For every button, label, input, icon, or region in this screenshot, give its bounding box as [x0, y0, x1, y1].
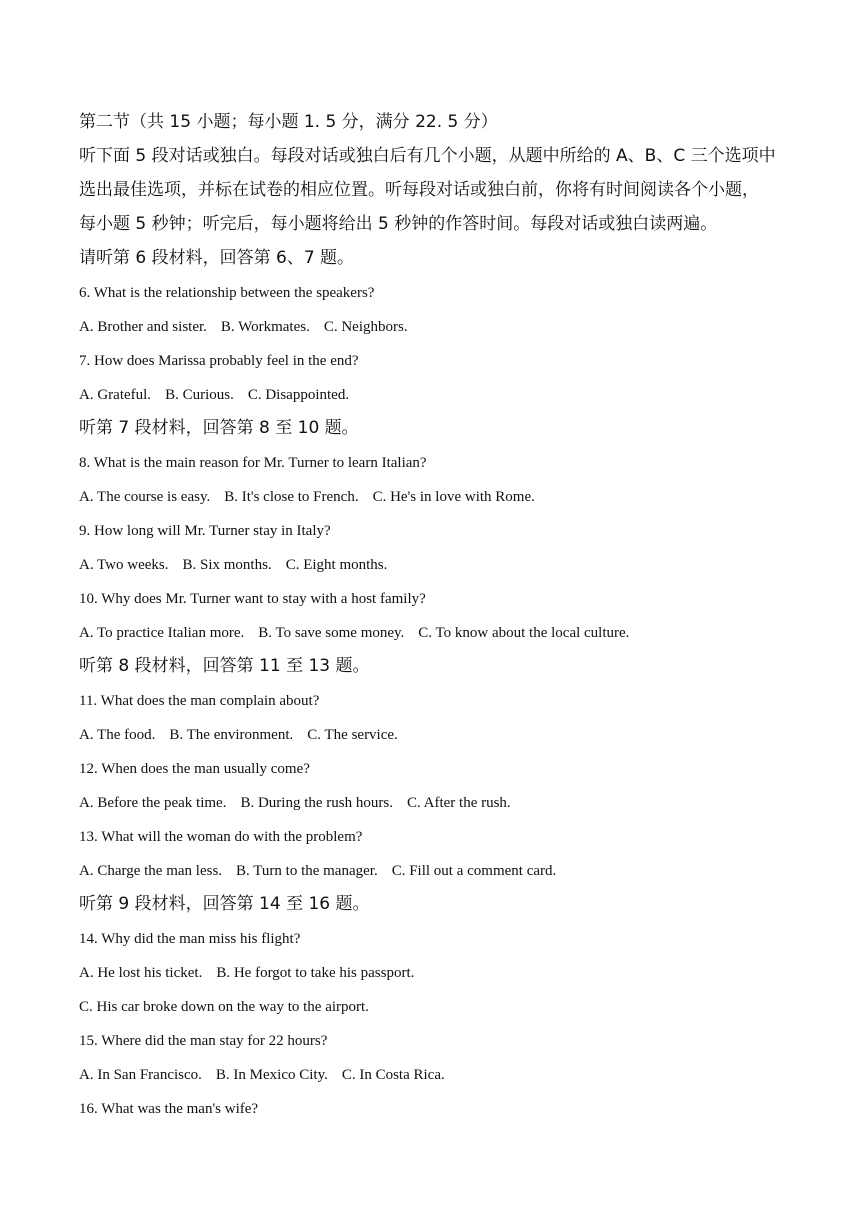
instruction-line: 选出最佳选项，并标在试卷的相应位置。听每段对话或独白前，你将有时间阅读各个小题， [79, 180, 759, 200]
question-text: 13. What will the woman do with the problem? [79, 829, 363, 845]
options-row [79, 312, 799, 346]
answer-option[interactable]: A. Brother and sister. [79, 319, 207, 335]
question-text: 8. What is the main reason for Mr. Turner to learn Italian? [79, 455, 427, 471]
answer-option[interactable]: C. To know about the local culture. [418, 625, 630, 641]
options-row [79, 380, 799, 414]
answer-option[interactable]: C. In Costa Rica. [341, 1067, 445, 1083]
options-row [79, 618, 799, 652]
answer-option[interactable]: B. To save some money. [258, 625, 405, 641]
exam-page [79, 108, 799, 1128]
options-row [79, 958, 799, 992]
instruction-line: 每小题 5 秒钟；听完后，每小题将给出 5 秒钟的作答时间。每段对话或独白读两遍。 [79, 214, 718, 234]
answer-option[interactable]: C. After the rush. [406, 795, 511, 811]
options-row [79, 856, 799, 890]
answer-option[interactable]: C. Neighbors. [323, 319, 408, 335]
group-heading: 听第 7 段材料，回答第 8 至 10 题。 [79, 418, 359, 438]
answer-option[interactable]: B. It's close to French. [224, 489, 359, 505]
options-row [79, 482, 799, 516]
options-row [79, 550, 799, 584]
answer-option[interactable]: B. During the rush hours. [240, 795, 393, 811]
question-group [79, 414, 799, 652]
options-row [79, 720, 799, 754]
question-groups [79, 244, 799, 1128]
options-row [79, 1060, 799, 1094]
group-heading: 听第 9 段材料，回答第 14 至 16 题。 [79, 894, 370, 914]
answer-option[interactable]: B. Curious. [165, 387, 234, 403]
answer-option[interactable]: A. Grateful. [79, 387, 152, 403]
options-row [79, 992, 799, 1026]
question-text: 9. How long will Mr. Turner stay in Italy? [79, 523, 331, 539]
question-text: 7. How does Marissa probably feel in the end? [79, 353, 359, 369]
answer-option[interactable]: A. He lost his ticket. [79, 965, 203, 981]
answer-option[interactable]: C. Disappointed. [247, 387, 350, 403]
section-header: 第二节（共 15 小题；每小题 1. 5 分，满分 22. 5 分） [79, 112, 498, 132]
answer-option[interactable]: C. He's in love with Rome. [372, 489, 535, 505]
question-group [79, 890, 799, 1128]
answer-option[interactable]: B. Six months. [182, 557, 272, 573]
instructions [79, 142, 799, 244]
answer-option[interactable]: B. Workmates. [220, 319, 310, 335]
question-text: 10. Why does Mr. Turner want to stay with a host family? [79, 591, 426, 607]
answer-option[interactable]: B. He forgot to take his passport. [216, 965, 415, 981]
instruction-line: 听下面 5 段对话或独白。每段对话或独白后有几个小题，从题中所给的 A、B、C 三个选项中 [79, 146, 776, 166]
question-text: 11. What does the man complain about? [79, 693, 320, 709]
question-text: 6. What is the relationship between the speakers? [79, 285, 375, 301]
answer-option[interactable]: C. His car broke down on the way to the airport. [79, 999, 369, 1015]
answer-option[interactable]: A. In San Francisco. [79, 1067, 202, 1083]
answer-option[interactable]: A. The food. [79, 727, 156, 743]
answer-option[interactable]: B. Turn to the manager. [236, 863, 378, 879]
question-text: 16. What was the man's wife? [79, 1101, 259, 1117]
question-group [79, 652, 799, 890]
answer-option[interactable]: C. Fill out a comment card. [391, 863, 557, 879]
question-text: 15. Where did the man stay for 22 hours? [79, 1033, 328, 1049]
answer-option[interactable]: A. Two weeks. [79, 557, 169, 573]
group-heading: 请听第 6 段材料，回答第 6、7 题。 [79, 248, 355, 268]
answer-option[interactable]: A. To practice Italian more. [79, 625, 245, 641]
answer-option[interactable]: C. The service. [307, 727, 398, 743]
answer-option[interactable]: B. The environment. [169, 727, 294, 743]
question-text: 12. When does the man usually come? [79, 761, 310, 777]
answer-option[interactable]: B. In Mexico City. [215, 1067, 328, 1083]
group-heading: 听第 8 段材料，回答第 11 至 13 题。 [79, 656, 370, 676]
answer-option[interactable]: A. Before the peak time. [79, 795, 227, 811]
answer-option[interactable]: C. Eight months. [285, 557, 388, 573]
options-row [79, 788, 799, 822]
answer-option[interactable]: A. The course is easy. [79, 489, 211, 505]
question-group [79, 244, 799, 414]
question-text: 14. Why did the man miss his flight? [79, 931, 301, 947]
answer-option[interactable]: A. Charge the man less. [79, 863, 223, 879]
